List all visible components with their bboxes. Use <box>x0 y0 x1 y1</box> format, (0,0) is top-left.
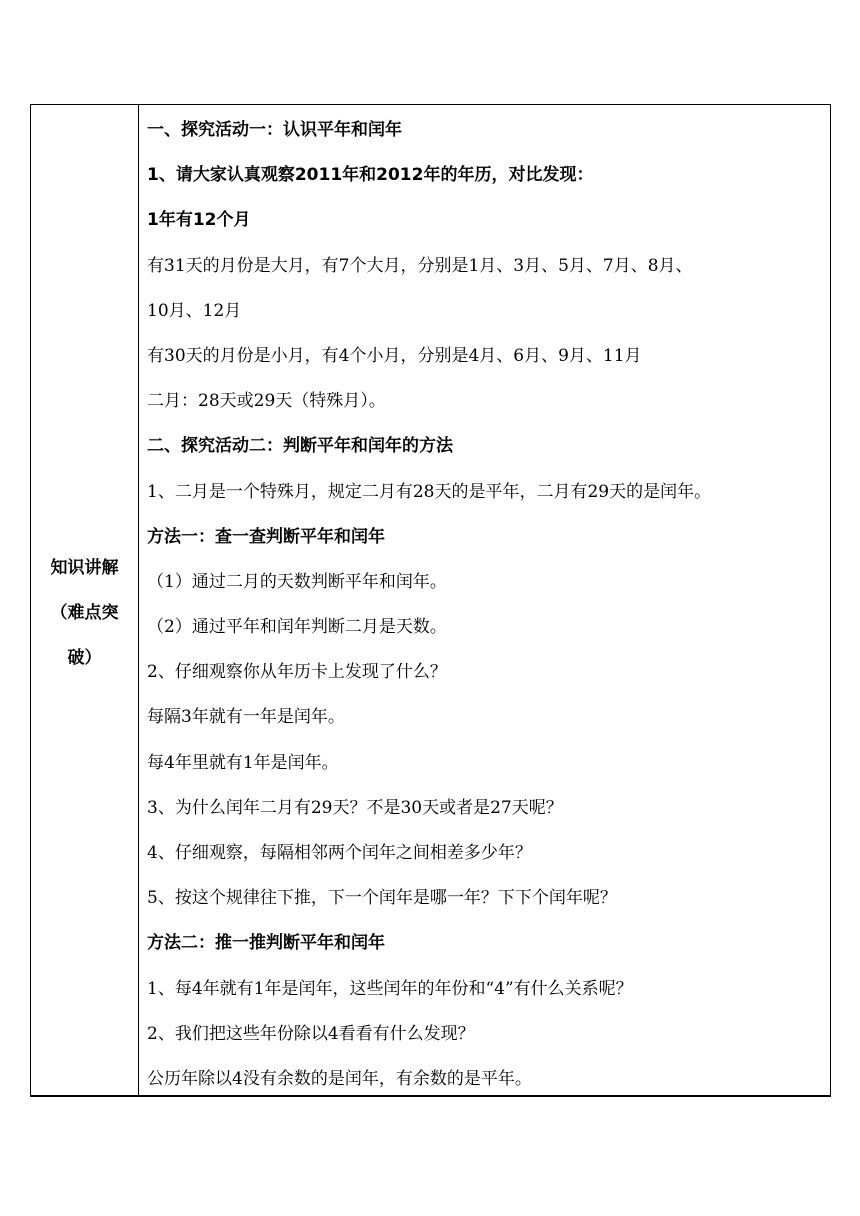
content-heading-line: 1、请大家认真观察2011年和2012年的年历，对比发现： <box>147 165 594 186</box>
content-heading-line: 方法二：推一推判断平年和闰年 <box>147 933 385 954</box>
section-label-line-1: 知识讲解 <box>50 558 119 578</box>
content-text-line: 5、按这个规律往下推，下一个闰年是哪一年？下下个闰年呢？ <box>147 888 617 909</box>
content-text-line: （2）通过平年和闰年判断二月是天数。 <box>147 617 447 638</box>
content-text-line: 10月、12月 <box>147 300 242 321</box>
section-label-cell <box>31 105 139 1095</box>
content-text-line: 2、仔细观察你从年历卡上发现了什么？ <box>147 662 447 683</box>
content-text-line: （1）通过二月的天数判断平年和闰年。 <box>147 571 447 592</box>
lesson-table <box>30 104 831 1097</box>
content-text-line: 二月：28天或29天（特殊月）。 <box>147 391 386 412</box>
content-text-line: 1、二月是一个特殊月，规定二月有28天的是平年，二月有29天的是闰年。 <box>147 481 712 502</box>
content-text-line: 每4年里就有1年是闰年。 <box>147 752 339 773</box>
section-label <box>31 546 138 681</box>
content-text-line: 有31天的月份是大月，有7个大月，分别是1月、3月、5月、7月、8月、 <box>147 255 693 276</box>
content-heading-line: 二、探究活动二：判断平年和闰年的方法 <box>147 436 453 457</box>
lesson-content-cell <box>139 105 830 1095</box>
content-text-line: 2、我们把这些年份除以4看看有什么发现？ <box>147 1023 475 1044</box>
content-text-line: 每隔3年就有一年是闰年。 <box>147 707 345 728</box>
section-label-line-3: 破） <box>67 648 102 668</box>
content-heading-line: 一、探究活动一：认识平年和闰年 <box>147 120 402 140</box>
content-heading-line: 1年有12个月 <box>147 210 251 231</box>
content-text-line: 公历年除以4没有余数的是闰年，有余数的是平年。 <box>147 1068 532 1089</box>
content-text-line: 有30天的月份是小月，有4个小月，分别是4月、6月、9月、11月 <box>147 345 642 366</box>
section-label-line-2: （难点突 <box>50 603 119 623</box>
content-heading-line: 方法一：查一查判断平年和闰年 <box>147 526 385 547</box>
content-text-line: 3、为什么闰年二月有29天？不是30天或者是27天呢？ <box>147 797 563 818</box>
content-text-line: 4、仔细观察，每隔相邻两个闰年之间相差多少年？ <box>147 843 532 863</box>
content-text-line: 1、每4年就有1年是闰年，这些闰年的年份和“4”有什么关系呢？ <box>147 978 633 999</box>
